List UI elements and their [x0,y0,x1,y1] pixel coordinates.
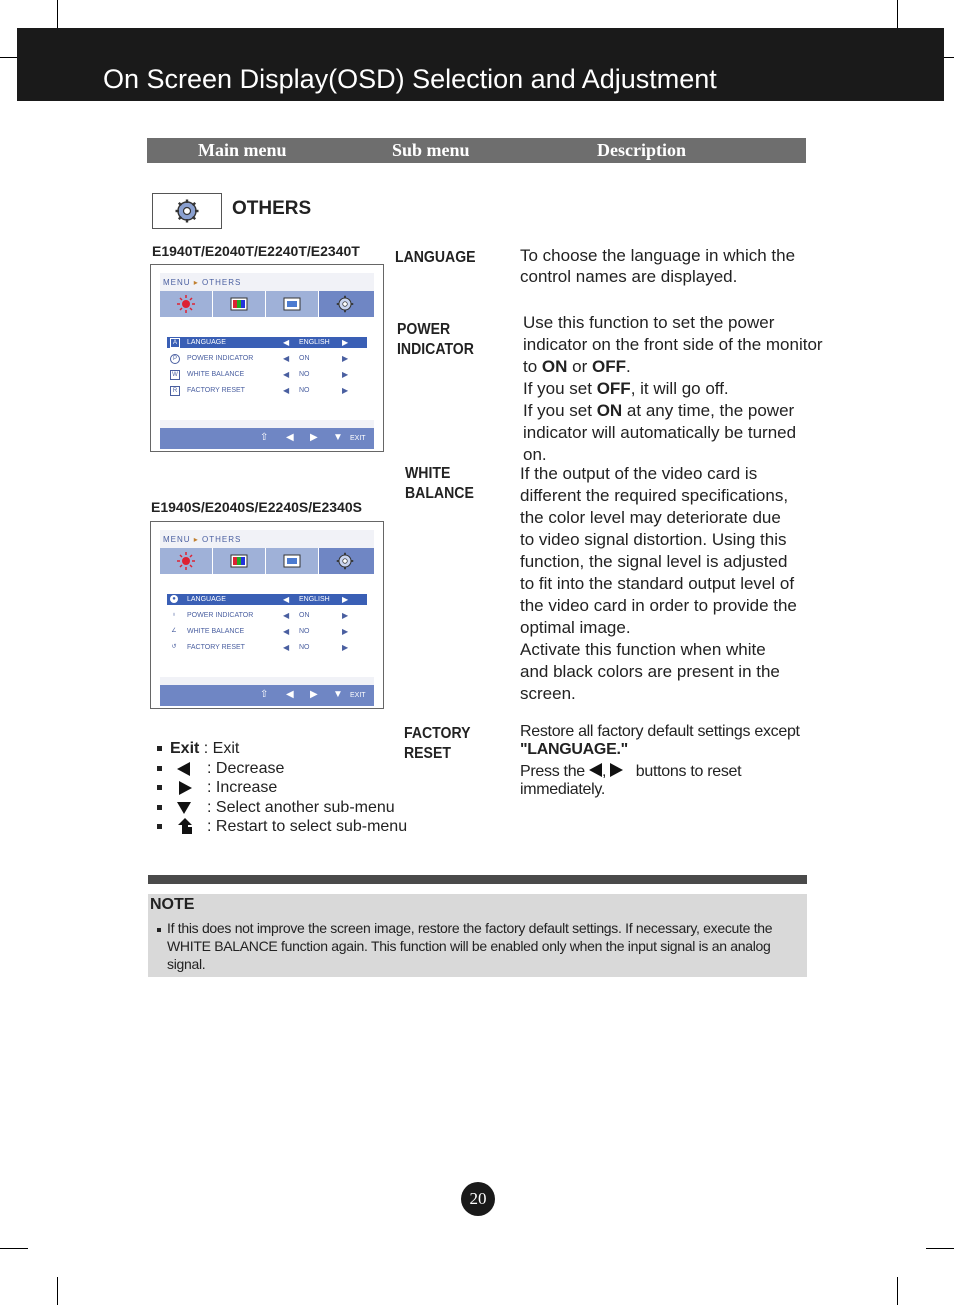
desc-power-indicator: Use this function to set the power indicator on the front side of the monitor to ON or OFF. If you set OFF, it will go off. If you set ON at any time, the power indicator will automatically be turned on. [523,313,823,464]
osd-row: W WHITE BALANCE ◀ NO ▶ [167,369,367,380]
crop-mark [926,1248,954,1249]
osd-tab-color [213,291,266,317]
page-title: On Screen Display(OSD) Selection and Adjustment [103,64,717,94]
osd-tab-color [213,548,266,574]
crop-mark [57,1277,58,1305]
note-box [148,894,807,977]
osd-row: ↺ FACTORY RESET ◀ NO ▶ [171,643,349,652]
gear-icon [175,199,199,223]
crop-mark [897,1277,898,1305]
osd-tab-picture [160,291,213,317]
crop-mark [897,0,898,28]
osd-row: ♁ POWER INDICATOR ◀ ON ▶ [171,611,349,620]
left-icon: ◀ [286,689,294,700]
osd-row: A LANGUAGE ◀ ENGLISH ▶ [167,337,367,348]
model-label-t: E1940T/E2040T/E2240T/E2340T [152,243,360,259]
column-header-bar [147,138,806,163]
osd-row: R FACTORY RESET ◀ NO ▶ [167,385,367,396]
osd-row: ∠ WHITE BALANCE ◀ NO ▶ [171,627,349,636]
term-factory-reset: FACTORY RESET [404,725,471,762]
column-description: Description [597,140,686,160]
osd-breadcrumb: MENU ▸ OTHERS [163,535,242,544]
exit-label: EXIT [350,692,366,699]
down-icon: ▼ [333,432,343,443]
osd-tab-others [319,548,374,574]
crop-mark [57,0,58,28]
note-text: If this does not improve the screen image, restore the factory default settings. If necessary, execute the WHITE BALANCE function again. This function will be enabled only when the input signal is an analog signal. [167,920,773,972]
osd-breadcrumb: MENU ▸ OTHERS [163,278,242,287]
section-title: OTHERS [232,198,312,219]
return-up-icon [177,818,193,835]
osd-screenshot [150,521,384,709]
osd-footer [160,685,374,706]
osd-row: P POWER INDICATOR ◀ ON ▶ [167,353,367,364]
left-arrow-icon [589,763,602,777]
exit-label: EXIT [350,435,366,442]
osd-screenshot [150,264,384,452]
left-arrow-icon [177,762,190,776]
note-title: NOTE [150,896,195,913]
osd-tab-others [319,291,374,317]
others-icon-box [152,193,222,229]
right-arrow-icon [179,781,192,795]
osd-row: ● LANGUAGE ◀ ENGLISH ▶ [167,594,367,605]
left-icon: ◀ [286,432,294,443]
right-icon: ▶ [310,689,318,700]
osd-footer [160,428,374,449]
osd-tab-display [266,548,319,574]
term-white-balance: WHITE BALANCE [405,465,474,502]
page-number: 20 [461,1182,495,1216]
term-language: LANGUAGE [395,249,476,266]
osd-tab-display [266,291,319,317]
header-banner [17,28,944,101]
crop-mark [0,1248,28,1249]
desc-factory-reset: Restore all factory default settings except "LANGUAGE." Press the , buttons to reset immediately. [520,723,800,798]
down-icon: ▼ [333,689,343,700]
right-arrow-icon [610,763,623,777]
down-arrow-icon [177,802,191,814]
osd-tab-picture [160,548,213,574]
note-divider [148,875,807,884]
right-icon: ▶ [310,432,318,443]
model-label-s: E1940S/E2040S/E2240S/E2340S [151,499,362,515]
desc-language: To choose the language in which the control names are displayed. [520,246,796,286]
up-icon: ⇧ [260,432,269,443]
desc-white-balance: If the output of the video card is different the required specifications, the color level may deteriorate due to video signal distortion. Using this function, the signal level is adjusted to fit into the standard output level of the video card in order to provide the optimal image. Activate this function when white and black colors are present in the screen. [520,464,797,703]
term-power-indicator: POWER INDICATOR [397,321,474,358]
crop-mark [0,57,17,58]
column-main-menu: Main menu [198,140,287,160]
column-sub-menu: Sub menu [392,140,470,160]
up-icon: ⇧ [260,689,269,700]
